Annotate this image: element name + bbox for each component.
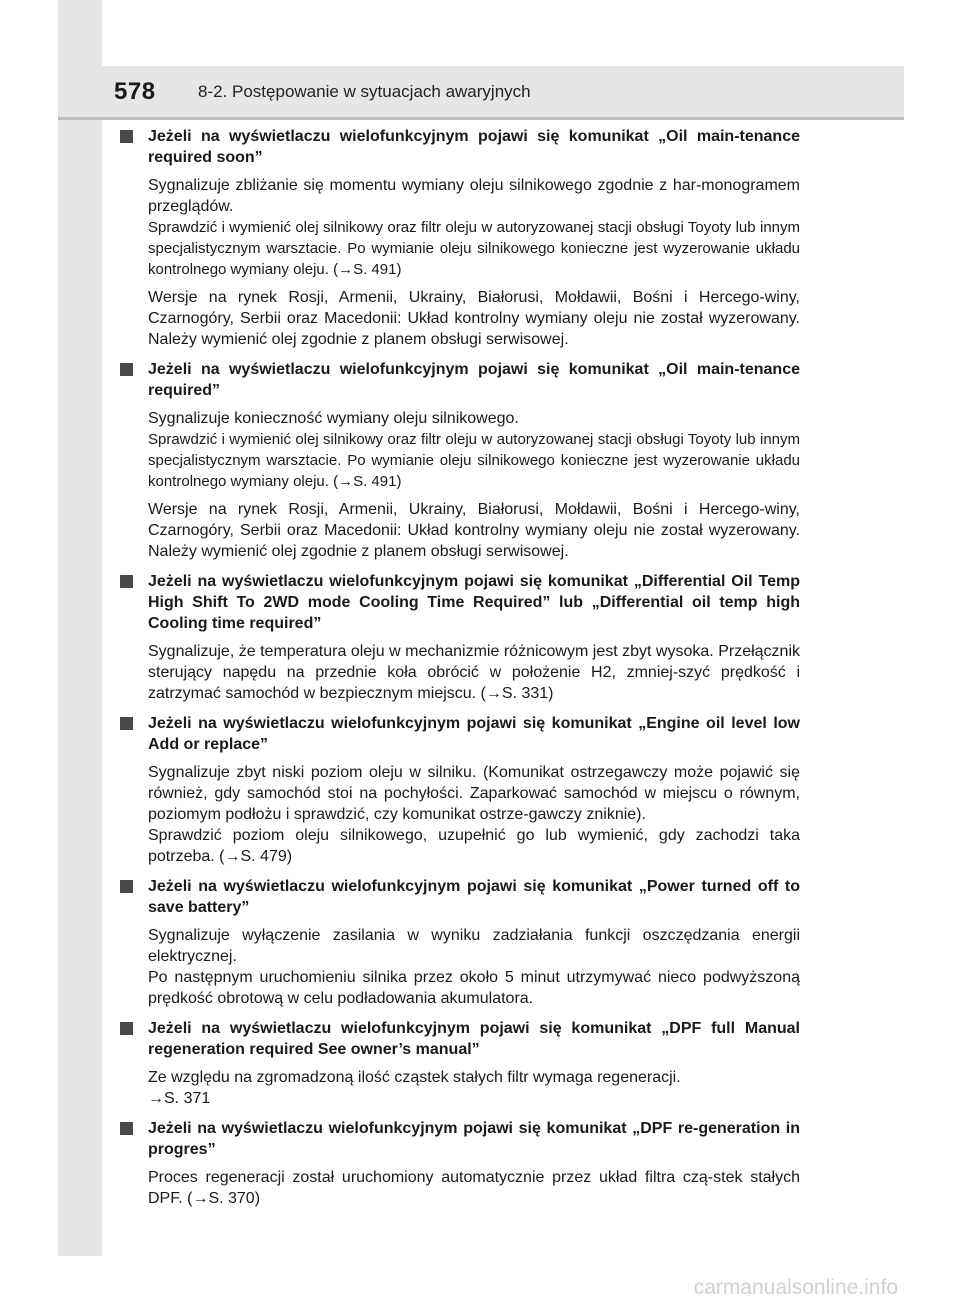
message-item-dpf-regeneration	[120, 1118, 800, 1209]
page-reference: →S. 371	[148, 1090, 211, 1107]
message-item-differential-oil-temp	[120, 571, 800, 704]
item-title: Jeżeli na wyświetlaczu wielofunkcyjnym pojawi się komunikat „Engine oil level low Add or replace”	[120, 713, 800, 755]
item-title: Jeżeli na wyświetlaczu wielofunkcyjnym pojawi się komunikat „DPF re-generation in progres”	[120, 1118, 800, 1160]
message-item-engine-oil-level-low	[120, 713, 800, 867]
item-paragraph: Sprawdzić i wymienić olej silnikowy oraz filtr oleju w autoryzowanej stacji obsługi Toyoty lub innym specjalistycznym warsztacie. Po wymianie oleju silnikowego konieczne jest wyzerowanie układu kontrolnego wymiany oleju. (→S. 491)	[148, 431, 800, 490]
item-paragraph: Sygnalizuje wyłączenie zasilania w wyniku zadziałania funkcji oszczędzania energii elektrycznej.	[148, 927, 800, 965]
header-divider	[58, 117, 904, 120]
item-paragraph: Sygnalizuje zbyt niski poziom oleju w silniku. (Komunikat ostrzegawczy może pojawić się również, gdy samochód stoi na pochyłości. Zaparkować samochód w miejscu o równym, poziomym podłożu i sprawdzić, czy komunikat ostrze-gawczy zniknie).	[148, 764, 800, 823]
item-paragraph: Sygnalizuje konieczność wymiany oleju silnikowego.	[148, 410, 519, 427]
square-bullet-icon	[120, 1022, 133, 1035]
square-bullet-icon	[120, 130, 133, 143]
item-paragraph: Sprawdzić i wymienić olej silnikowy oraz filtr oleju w autoryzowanej stacji obsługi Toyoty lub innym specjalistycznym warsztacie. Po wymianie oleju silnikowego konieczne jest wyzerowanie układu kontrolnego wymiany oleju. (→S. 491)	[148, 219, 800, 278]
square-bullet-icon	[120, 880, 133, 893]
item-paragraph: Proces regeneracji został uruchomiony automatycznie przez układ filtra czą-stek stałych DPF. (→S. 370)	[148, 1169, 800, 1207]
page-number: 578	[114, 78, 156, 105]
item-paragraph: Po następnym uruchomieniu silnika przez około 5 minut utrzymywać nieco podwyższoną prędkość obrotową w celu podładowania akumulatora.	[148, 969, 800, 1007]
item-paragraph: Sygnalizuje, że temperatura oleju w mechanizmie różnicowym jest zbyt wysoka. Przełącznik sterujący napędu na przednie koła obrócić w położenie H2, zmniej-szyć prędkość i zatrzymać samochód w bezpiecznym miejscu. (→S. 331)	[148, 643, 800, 702]
page-content	[120, 126, 800, 1218]
message-item-oil-maintenance-required	[120, 359, 800, 562]
item-title: Jeżeli na wyświetlaczu wielofunkcyjnym pojawi się komunikat „DPF full Manual regeneration required See owner’s manual”	[120, 1018, 800, 1060]
section-title: 8-2. Postępowanie w sytuacjach awaryjnych	[198, 82, 531, 101]
square-bullet-icon	[120, 717, 133, 730]
square-bullet-icon	[120, 575, 133, 588]
item-title: Jeżeli na wyświetlaczu wielofunkcyjnym pojawi się komunikat „Differential Oil Temp High Shift To 2WD mode Cooling Time Required” lub „Differential oil temp high Cooling time required”	[120, 571, 800, 634]
item-paragraph: Sprawdzić poziom oleju silnikowego, uzupełnić go lub wymienić, gdy zachodzi taka potrzeba. (→S. 479)	[148, 827, 800, 865]
message-item-oil-maintenance-soon	[120, 126, 800, 350]
page-side-bar	[58, 0, 102, 1256]
item-paragraph: Ze względu na zgromadzoną ilość cząstek stałych filtr wymaga regeneracji.	[148, 1069, 681, 1086]
item-title: Jeżeli na wyświetlaczu wielofunkcyjnym pojawi się komunikat „Oil main-tenance required”	[120, 359, 800, 401]
message-item-dpf-full	[120, 1018, 800, 1109]
item-paragraph: Wersje na rynek Rosji, Armenii, Ukrainy, Białorusi, Mołdawii, Bośni i Hercego-winy, Czarnogóry, Serbii oraz Macedonii: Układ kontrolny wymiany oleju nie został wyzerowany. Należy wymienić olej zgodnie z planem obsługi serwisowej.	[148, 501, 800, 560]
item-paragraph: Sygnalizuje zbliżanie się momentu wymiany oleju silnikowego zgodnie z har-monogramem przeglądów.	[148, 177, 800, 215]
item-title: Jeżeli na wyświetlaczu wielofunkcyjnym pojawi się komunikat „Power turned off to save battery”	[120, 876, 800, 918]
square-bullet-icon	[120, 363, 133, 376]
square-bullet-icon	[120, 1122, 133, 1135]
item-paragraph: Wersje na rynek Rosji, Armenii, Ukrainy, Białorusi, Mołdawii, Bośni i Hercego-winy, Czarnogóry, Serbii oraz Macedonii: Układ kontrolny wymiany oleju nie został wyzerowany. Należy wymienić olej zgodnie z planem obsługi serwisowej.	[148, 289, 800, 348]
watermark: carmanualsonline.info	[693, 1276, 898, 1299]
message-item-power-turned-off	[120, 876, 800, 1009]
item-title: Jeżeli na wyświetlaczu wielofunkcyjnym pojawi się komunikat „Oil main-tenance required soon”	[120, 126, 800, 168]
